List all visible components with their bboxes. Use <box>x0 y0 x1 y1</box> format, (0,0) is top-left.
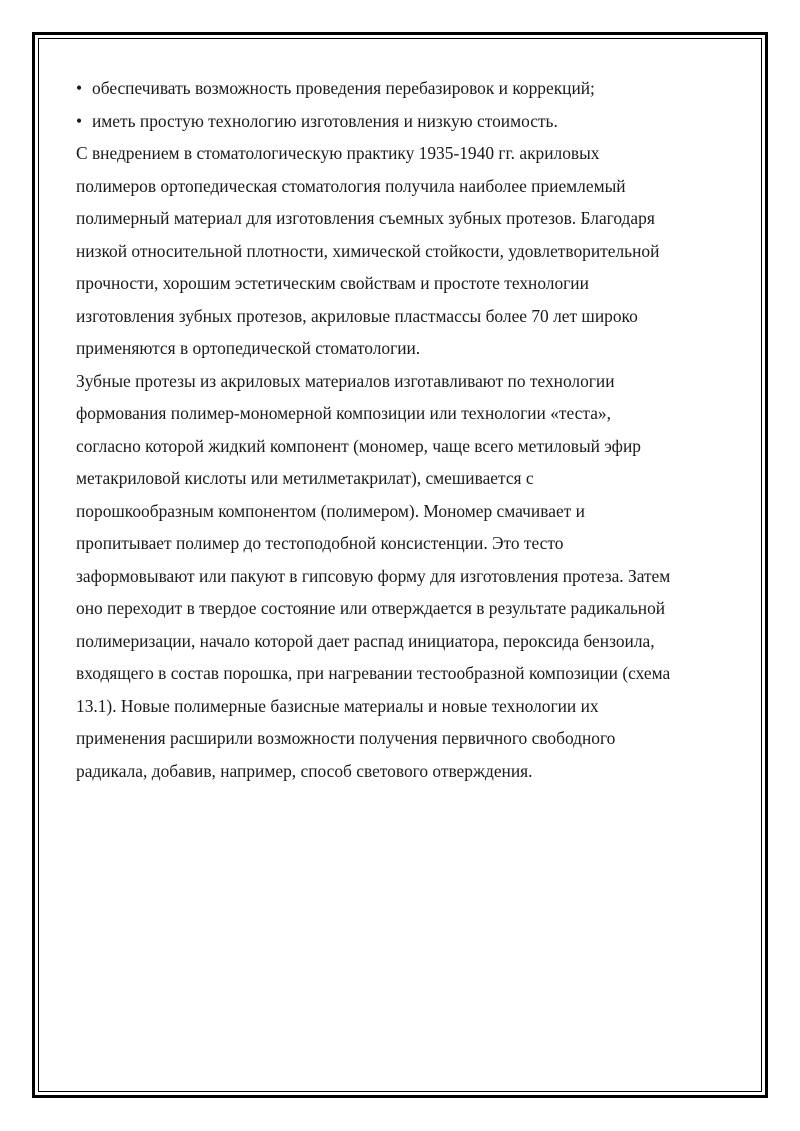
text-line: порошкообразным компонентом (полимером). Мономер смачивает и <box>76 500 585 521</box>
bullet-list <box>76 72 736 137</box>
bullet-text: обеспечивать возможность проведения перебазировок и коррекций; <box>92 78 595 98</box>
bullet-text: иметь простую технологию изготовления и низкую стоимость. <box>92 110 558 131</box>
text-line: низкой относительной плотности, химической стойкости, удовлетворительной <box>76 240 660 261</box>
text-line: полимерный материал для изготовления съемных зубных протезов. Благодаря <box>76 208 655 228</box>
text-line: применяются в ортопедической стоматологии. <box>76 338 421 358</box>
text-line: метакриловой кислоты или метилметакрилат), смешивается с <box>76 468 534 488</box>
bullet-item <box>76 105 736 138</box>
bullet-item <box>76 72 736 105</box>
bullet-mark: • <box>76 110 83 131</box>
text-line: радикала, добавив, например, способ светового отверждения. <box>76 760 533 781</box>
text-line: С внедрением в стоматологическую практику 1935-1940 гг. акриловых <box>76 143 600 163</box>
text-line: оно переходит в твердое состояние или отверждается в результате радикальной <box>76 598 666 618</box>
text-line: применения расширили возможности получения первичного свободного <box>76 728 616 748</box>
text-line: входящего в состав порошка, при нагревании тестообразной композиции (схема <box>76 663 671 683</box>
text-line: полимеров ортопедическая стоматология получила наиболее приемлемый <box>76 175 626 196</box>
text-line: полимеризации, начало которой дает распад инициатора, пероксида бензоила, <box>76 630 655 651</box>
text-line: изготовления зубных протезов, акриловые пластмассы более 70 лет широко <box>76 305 638 326</box>
text-line: пропитывает полимер до тестоподобной консистенции. Это тесто <box>76 533 564 553</box>
text-line: прочности, хорошим эстетическим свойствам и простоте технологии <box>76 273 589 293</box>
text-line: Зубные протезы из акриловых материалов изготавливают по технологии <box>76 370 615 391</box>
text-line: формования полимер-мономерной композиции или технологии «теста», <box>76 403 611 423</box>
bullet-mark: • <box>76 78 83 98</box>
text-line: заформовывают или пакуют в гипсовую форму для изготовления протеза. Затем <box>76 565 671 586</box>
paragraph-acrylic-technology <box>76 365 736 788</box>
text-line: согласно которой жидкий компонент (мономер, чаще всего метиловый эфир <box>76 435 641 456</box>
document-body <box>76 72 736 787</box>
paragraph-acrylic-history <box>76 137 736 365</box>
text-line: 13.1). Новые полимерные базисные материалы и новые технологии их <box>76 695 599 716</box>
